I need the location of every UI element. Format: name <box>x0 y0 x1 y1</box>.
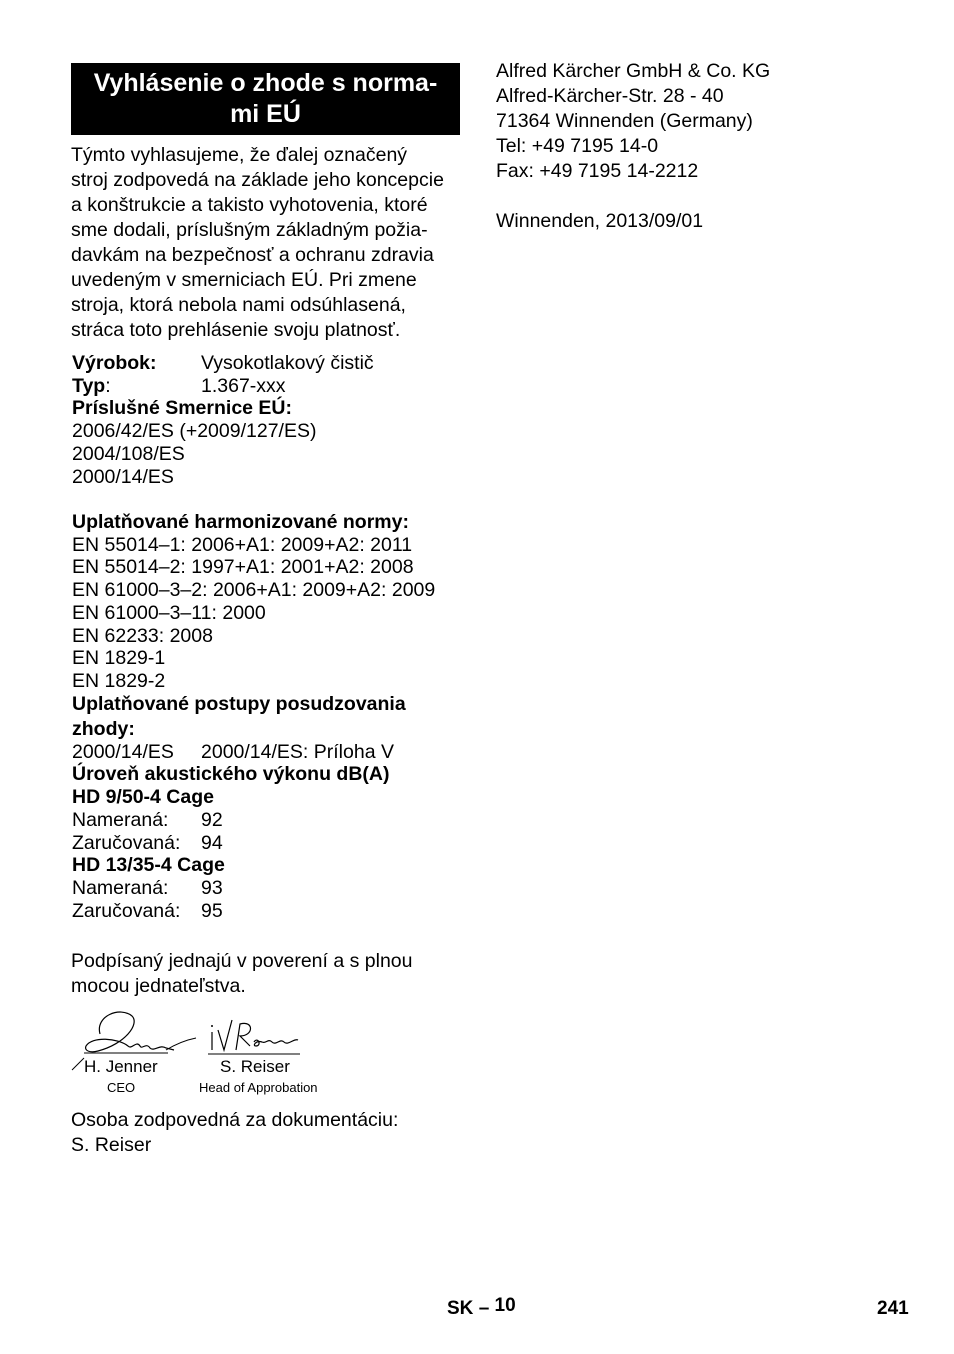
norms-heading: Uplatňované harmonizované normy: <box>72 511 409 533</box>
intro-line: Týmto vyhlasujeme, že ďalej označený <box>71 144 408 166</box>
norm-item: EN 1829-2 <box>72 670 166 692</box>
intro-line: stráca toto prehlásenie svoju platnosť. <box>71 319 401 341</box>
measured-value: 93 <box>201 877 223 899</box>
procedures-heading: Uplatňované postupy posudzovania <box>72 693 406 715</box>
signatory-role: CEO <box>107 1080 136 1095</box>
procedures-heading-cont: zhody: <box>72 718 135 740</box>
guaranteed-value: 94 <box>201 832 223 854</box>
measured-label: Nameraná: <box>72 877 169 899</box>
company-line: 71364 Winnenden (Germany) <box>496 110 753 132</box>
signatory-name: S. Reiser <box>220 1057 290 1076</box>
footer-dash: – <box>478 1298 490 1319</box>
norm-item: EN 55014–2: 1997+A1: 2001+A2: 2008 <box>72 556 414 578</box>
product-label: Výrobok: <box>72 352 157 374</box>
directive-item: 2006/42/ES (+2009/127/ES) <box>72 420 317 442</box>
measured-label: Nameraná: <box>72 809 169 831</box>
model-name: HD 13/35-4 Cage <box>72 854 225 876</box>
type-value: 1.367-xxx <box>201 375 286 397</box>
measured-value: 92 <box>201 809 223 831</box>
intro-line: a konštrukcie a takisto vyhotovenia, ktoré <box>71 194 428 216</box>
page-title <box>71 63 460 135</box>
signatory-name: H. Jenner <box>84 1057 158 1076</box>
footer-section-page: 10 <box>494 1295 516 1316</box>
signed-text: Podpísaný jednajú v poverení a s plnou <box>71 950 413 972</box>
directive-item: 2000/14/ES <box>72 466 174 488</box>
company-line: Fax: +49 7195 14-2212 <box>496 160 699 182</box>
directives-heading: Príslušné Smernice EÚ: <box>72 397 293 419</box>
company-line: Alfred-Kärcher-Str. 28 - 40 <box>496 85 724 107</box>
footer-section <box>447 1295 516 1320</box>
guaranteed-label: Zaručovaná: <box>72 832 181 854</box>
model-name: HD 9/50-4 Cage <box>72 786 214 808</box>
type-colon: : <box>105 375 111 397</box>
product-value: Vysokotlakový čistič <box>201 352 374 374</box>
procedure-directive: 2000/14/ES <box>72 741 174 763</box>
intro-line: uvedeným v smerniciach EÚ. Pri zmene <box>71 269 417 291</box>
norm-item: EN 55014–1: 2006+A1: 2009+A2: 2011 <box>72 534 413 556</box>
norm-item: EN 1829-1 <box>72 647 166 669</box>
norm-item: EN 62233: 2008 <box>72 625 213 647</box>
place-date: Winnenden, 2013/09/01 <box>496 210 704 232</box>
type-label: Typ <box>72 375 106 397</box>
signatory-role: Head of Approbation <box>199 1080 318 1095</box>
intro-line: davkám na bezpečnosť a ochranu zdravia <box>71 244 434 266</box>
company-line: Alfred Kärcher GmbH & Co. KG <box>496 60 771 82</box>
intro-line: stroj zodpovedá na základe jeho koncepcie <box>71 169 444 191</box>
guaranteed-value: 95 <box>201 900 223 922</box>
sound-heading: Úroveň akustického výkonu dB(A) <box>72 763 390 785</box>
directive-item: 2004/108/ES <box>72 443 185 465</box>
intro-line: stroja, ktorá nebola nami odsúhlasená, <box>71 294 406 316</box>
norm-item: EN 61000–3–2: 2006+A1: 2009+A2: 2009 <box>72 579 436 601</box>
footer-lang: SK <box>447 1298 474 1319</box>
title-line-1: Vyhlásenie o zhode s norma- <box>93 69 438 97</box>
signed-text: mocou jednateľstva. <box>71 975 246 997</box>
title-line-2: mi EÚ <box>230 100 301 128</box>
doc-person-label: Osoba zodpovedná za dokumentáciu: <box>71 1109 399 1131</box>
norm-item: EN 61000–3–11: 2000 <box>72 602 266 624</box>
company-line: Tel: +49 7195 14-0 <box>496 135 659 157</box>
page-number: 241 <box>877 1298 909 1319</box>
doc-person-name: S. Reiser <box>71 1134 152 1156</box>
guaranteed-label: Zaručovaná: <box>72 900 181 922</box>
intro-line: sme dodali, príslušným základným požia- <box>71 219 428 241</box>
intro-paragraph <box>71 143 463 343</box>
procedure-value: 2000/14/ES: Príloha V <box>201 741 394 763</box>
type-label-group <box>72 375 111 398</box>
